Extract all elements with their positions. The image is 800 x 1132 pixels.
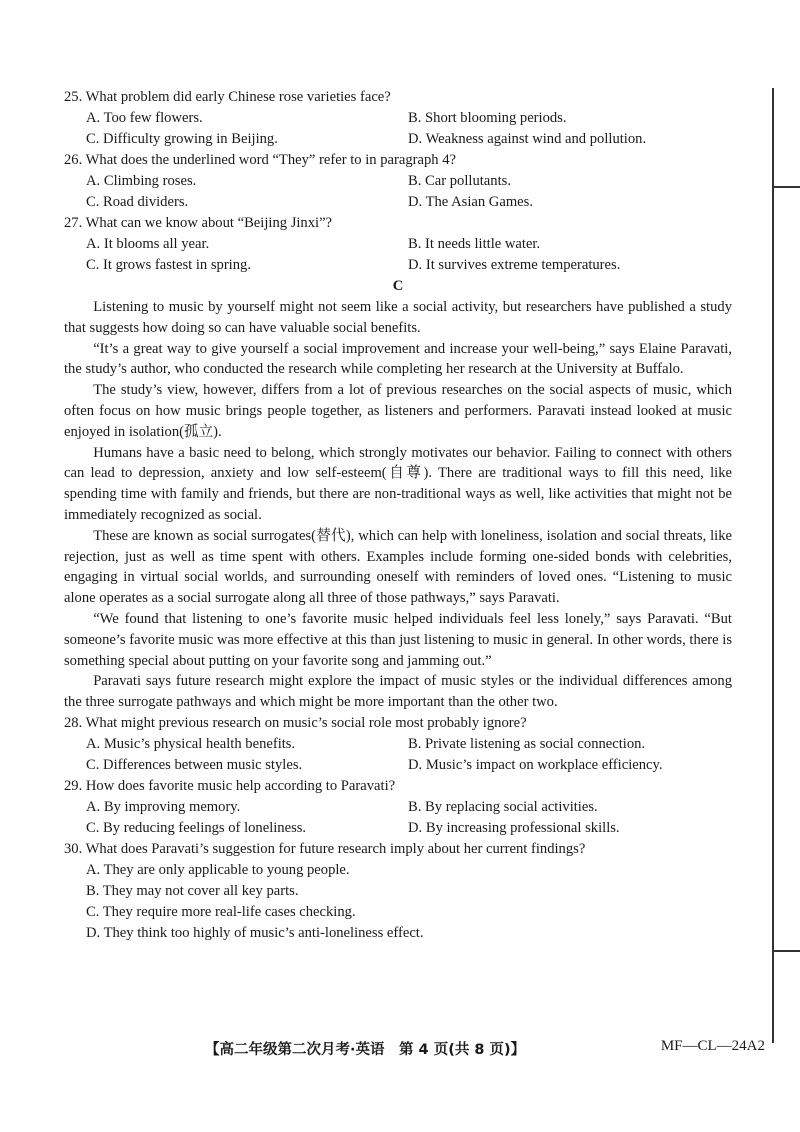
binding-line xyxy=(772,88,774,1043)
option-b: B. By replacing social activities. xyxy=(408,798,598,815)
section-heading-c: C xyxy=(392,278,404,294)
page-footer xyxy=(205,1038,765,1059)
question-29: 29. How does favorite music help according to Paravati? xyxy=(64,777,396,794)
page-content xyxy=(64,87,732,944)
option-a: A. They are only applicable to young people. xyxy=(86,861,350,878)
option-c: C. By reducing feelings of loneliness. xyxy=(86,819,307,836)
binding-tick-top xyxy=(772,186,800,188)
option-c: C. Road dividers. xyxy=(86,194,189,210)
option-c: C. Difficulty growing in Beijing. xyxy=(86,131,278,147)
passage-paragraph-1: Listening to music by yourself might not seem like a social activity, but researchers have published a study that suggests how doing so can have valuable social benefits. xyxy=(64,299,732,336)
question-25: 25. What problem did early Chinese rose varieties face? xyxy=(64,89,391,105)
footer-code: MF—CL—24A2 xyxy=(660,1038,765,1054)
footer-title: 【高二年级第二次月考·英语 第 4 页(共 8 页)】 xyxy=(205,1042,526,1058)
option-d: D. By increasing professional skills. xyxy=(408,819,620,836)
option-d: D. It survives extreme temperatures. xyxy=(408,257,621,273)
option-d: D. Weakness against wind and pollution. xyxy=(408,131,647,147)
options-row xyxy=(64,255,732,276)
passage-paragraph-4: Humans have a basic need to belong, which strongly motivates our behavior. Failing to connect with others can lead to depression, anxiety and low self-esteem(自尊). There are traditional ways to fill this need, like spending time with family and friends, but there are non-traditional ways as well, like activities that might not be immediately recognized as social. xyxy=(64,444,732,523)
option-a: A. It blooms all year. xyxy=(86,236,210,252)
options-row xyxy=(64,192,732,213)
option-b: B. Car pollutants. xyxy=(408,173,511,189)
passage-paragraph-2: “It’s a great way to give yourself a social improvement and increase your well-being,” says Elaine Paravati, the study’s author, who conducted the research while completing her research at the University at Buffalo. xyxy=(64,340,732,378)
option-b: B. It needs little water. xyxy=(408,236,541,252)
option-c: C. They require more real-life cases checking. xyxy=(86,903,356,920)
options-row xyxy=(64,818,732,839)
option-c: C. Differences between music styles. xyxy=(86,756,303,773)
question-30: 30. What does Paravati’s suggestion for future research imply about her current findings? xyxy=(64,840,586,857)
option-d: D. The Asian Games. xyxy=(408,194,533,210)
option-a: A. By improving memory. xyxy=(86,798,241,815)
passage-paragraph-5: These are known as social surrogates(替代), which can help with loneliness, isolation and social threats, like rejection, just as well as time spent with others. Examples include forming one-sided bonds with celebrities, engaging in virtual social worlds, and surrounding oneself with reminders of loved ones. “Listening to music alone operates as a social surrogate along all three of those pathways,” says Paravati. xyxy=(64,527,732,607)
option-a: A. Too few flowers. xyxy=(86,110,203,126)
option-b: B. Short blooming periods. xyxy=(408,110,567,126)
passage-paragraph-7: Paravati says future research might explore the impact of music styles or the individual differences among the three surrogate pathways and which might be more important than the other two. xyxy=(64,673,732,711)
options-row xyxy=(64,108,732,129)
option-a: A. Music’s physical health benefits. xyxy=(86,735,296,752)
passage-paragraph-6: “We found that listening to one’s favorite music helped individuals feel less lonely,” says Paravati. “But someone’s favorite music was more effective at this than just listening to music in general. In other words, there is something special about putting on your favorite song and jamming out.” xyxy=(64,610,732,669)
options-row xyxy=(64,734,732,755)
options-row xyxy=(64,171,732,192)
option-b: B. They may not cover all key parts. xyxy=(86,882,299,899)
option-d: D. They think too highly of music’s anti-loneliness effect. xyxy=(86,924,424,941)
question-26: 26. What does the underlined word “They” refer to in paragraph 4? xyxy=(64,152,456,168)
option-d: D. Music’s impact on workplace efficiency. xyxy=(408,756,663,773)
question-27: 27. What can we know about “Beijing Jinxi”? xyxy=(64,215,333,231)
option-b: B. Private listening as social connection. xyxy=(408,735,646,752)
option-c: C. It grows fastest in spring. xyxy=(86,257,251,273)
options-row xyxy=(64,129,732,150)
option-a: A. Climbing roses. xyxy=(86,173,197,189)
binding-tick-bottom xyxy=(772,950,800,952)
passage-paragraph-3: The study’s view, however, differs from a lot of previous researches on the social aspects of music, which often focus on how music brings people together, as listeners and performers. Paravati instead looked at music enjoyed in isolation(孤立). xyxy=(64,382,732,440)
options-row xyxy=(64,755,732,776)
options-row xyxy=(64,234,732,255)
question-28: 28. What might previous research on music’s social role most probably ignore? xyxy=(64,714,527,731)
options-row xyxy=(64,797,732,818)
